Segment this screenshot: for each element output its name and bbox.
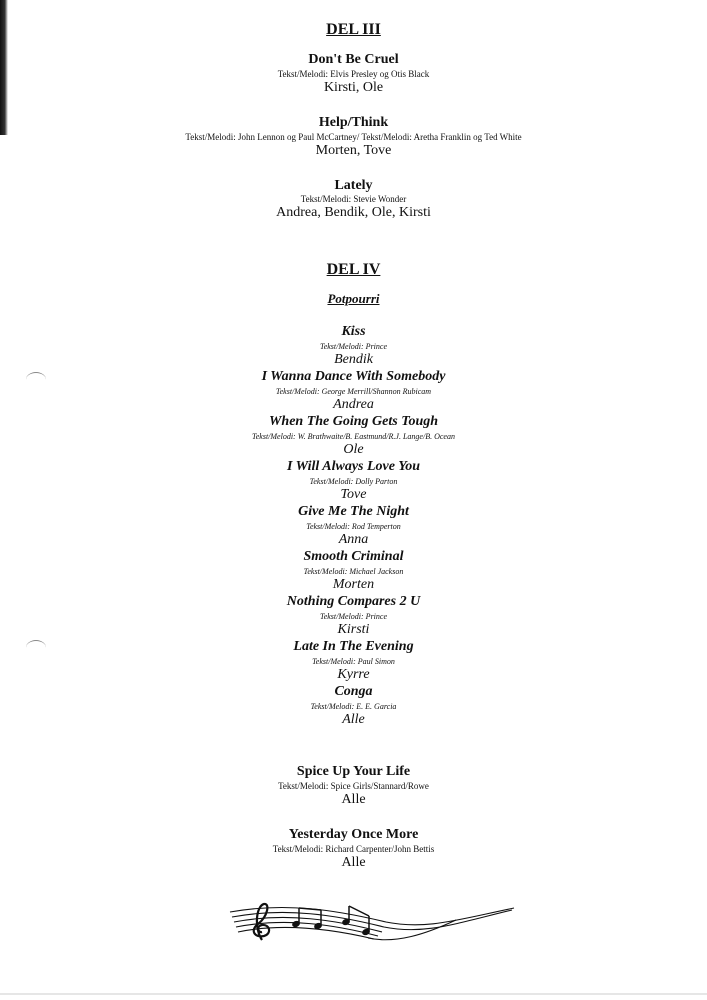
song-credit: Tekst/Melodi: Richard Carpenter/John Bettis <box>272 844 435 854</box>
potpourri-song-title: Late In The Evening <box>293 639 414 654</box>
potpourri-song-credit: Tekst/Melodi: Prince <box>319 342 388 351</box>
section-heading-del-iii: DEL III <box>326 21 381 38</box>
song-performers: Morten, Tove <box>315 143 392 158</box>
potpourri-song-performers: Kirsti <box>337 622 370 637</box>
song-title: Don't Be Cruel <box>308 52 399 67</box>
potpourri-song-title: Smooth Criminal <box>303 549 404 564</box>
potpourri-song-title: Kiss <box>341 324 366 339</box>
song-performers: Kirsti, Ole <box>323 80 384 95</box>
song-performers: Andrea, Bendik, Ole, Kirsti <box>276 205 431 220</box>
potpourri-song-performers: Alle <box>342 712 365 727</box>
potpourri-song-title: I Will Always Love You <box>286 459 420 474</box>
potpourri-song-credit: Tekst/Melodi: E. E. Garcia <box>310 702 397 711</box>
song-title: Yesterday Once More <box>288 827 419 842</box>
potpourri-song-performers: Tove <box>340 487 367 502</box>
potpourri-song-performers: Morten <box>332 577 375 592</box>
song-title: Spice Up Your Life <box>296 764 411 779</box>
potpourri-song-title: Conga <box>334 684 373 699</box>
song-performers: Alle <box>341 792 366 807</box>
potpourri-song-title: I Wanna Dance With Somebody <box>261 369 446 384</box>
potpourri-song-credit: Tekst/Melodi: Michael Jackson <box>303 567 404 576</box>
page-bottom-edge <box>0 993 707 995</box>
potpourri-song-credit: Tekst/Melodi: Paul Simon <box>312 657 395 666</box>
potpourri-song-credit: Tekst/Melodi: Prince <box>319 612 388 621</box>
potpourri-heading: Potpourri <box>327 291 380 306</box>
potpourri-song-credit: Tekst/Melodi: George Merrill/Shannon Rubicam <box>275 387 432 396</box>
potpourri-song-title: Nothing Compares 2 U <box>286 594 421 609</box>
song-title: Help/Think <box>318 115 389 130</box>
song-credit: Tekst/Melodi: Spice Girls/Stannard/Rowe <box>278 781 429 791</box>
potpourri-song-performers: Anna <box>338 532 369 547</box>
song-performers: Alle <box>341 855 366 870</box>
music-staff-treble-clef-notes-icon <box>226 898 516 948</box>
song-title: Lately <box>334 178 373 193</box>
potpourri-song-credit: Tekst/Melodi: Dolly Parton <box>309 477 398 486</box>
potpourri-song-performers: Andrea <box>333 397 374 412</box>
potpourri-song-title: When The Going Gets Tough <box>268 414 439 429</box>
section-heading-del-iv: DEL IV <box>326 261 381 278</box>
potpourri-song-credit: Tekst/Melodi: W. Brathwaite/B. Eastmund/R.J. Lange/B. Ocean <box>252 432 455 441</box>
potpourri-song-credit: Tekst/Melodi: Rod Temperton <box>306 522 401 531</box>
potpourri-song-performers: Ole <box>343 442 364 457</box>
potpourri-song-performers: Bendik <box>334 352 373 367</box>
song-credit: Tekst/Melodi: Stevie Wonder <box>300 194 407 204</box>
potpourri-song-title: Give Me The Night <box>298 504 409 519</box>
song-credit: Tekst/Melodi: Elvis Presley og Otis Black <box>277 69 430 79</box>
song-credit: Tekst/Melodi: John Lennon og Paul McCartney/ Tekst/Melodi: Aretha Franklin og Ted White <box>185 132 522 142</box>
potpourri-song-performers: Kyrre <box>337 667 370 682</box>
